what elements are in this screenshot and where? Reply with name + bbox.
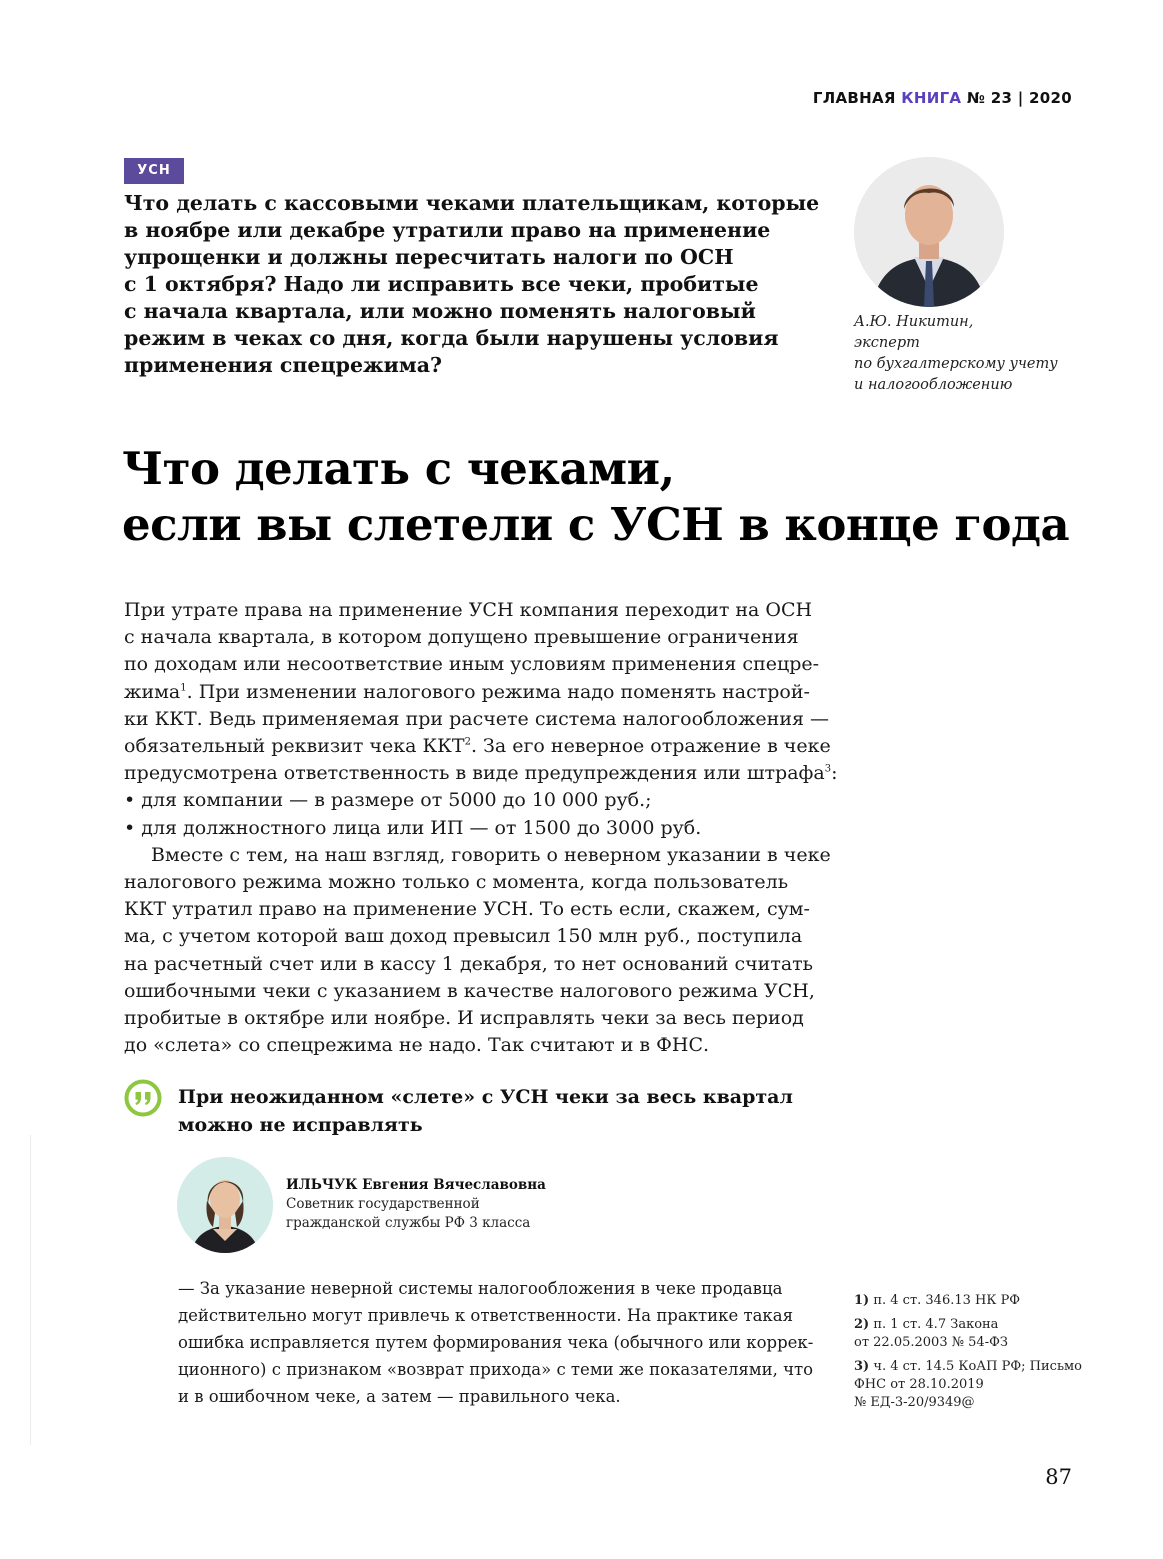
- body-text: обязательный реквизит чека ККТ: [124, 735, 465, 758]
- body-text: . За его неверное отражение в чеке: [470, 735, 831, 758]
- official-title: [286, 1195, 530, 1233]
- quote-body-line: и в ошибочном чеке, а затем — правильного чека.: [178, 1387, 621, 1406]
- body-text: жима: [124, 680, 181, 703]
- lead-line: Что делать с кассовыми чеками плательщикам, которые: [124, 191, 820, 215]
- lead-line: упрощенки и должны пересчитать налоги по ОСН: [124, 245, 734, 269]
- page-number: 87: [1045, 1465, 1072, 1489]
- body-line: налогового режима можно только с момента, когда пользователь: [124, 871, 789, 894]
- body-line: ма, с учетом которой ваш доход превысил 150 млн руб., поступила: [124, 925, 803, 948]
- rubric-tag: УСН: [124, 158, 184, 184]
- footnote-text: № ЕД-3-20/9349@: [854, 1395, 975, 1410]
- quote-line: При неожиданном «слете» с УСН чеки за весь квартал: [178, 1086, 793, 1108]
- footnote-ref[interactable]: 2: [464, 736, 471, 748]
- lead-line: применения спецрежима?: [124, 353, 442, 377]
- expert-caption: [854, 312, 1058, 396]
- footnote-number: 1): [854, 1293, 870, 1308]
- quote-line: можно не исправлять: [178, 1114, 423, 1136]
- footnote-ref[interactable]: 1: [180, 682, 187, 694]
- official-quote: [178, 1275, 813, 1410]
- body-line: пробитые в октябре или ноябре. И исправлять чеки за весь период: [124, 1007, 804, 1030]
- footnote-1: [854, 1292, 1082, 1310]
- official-title-line: гражданской службы РФ 3 класса: [286, 1215, 531, 1231]
- body-line: [124, 679, 810, 706]
- body-text: . При изменении налогового режима надо поменять настрой-: [186, 680, 810, 703]
- body-line: [124, 733, 831, 760]
- footnote-number: 3): [854, 1359, 870, 1374]
- body-line: ККТ утратил право на применение УСН. То есть если, скажем, сум-: [124, 898, 810, 921]
- lead-line: режим в чеках со дня, когда были нарушены условия: [124, 326, 779, 350]
- magazine-name-accent: КНИГА: [901, 89, 962, 107]
- footnote-text: ФНС от 28.10.2019: [854, 1377, 984, 1392]
- expert-avatar: [854, 157, 1004, 307]
- lead-line: с начала квартала, или можно поменять налоговый: [124, 299, 756, 323]
- footnote-text: п. 1 ст. 4.7 Закона: [873, 1317, 999, 1332]
- quote-body-line: — За указание неверной системы налогообложения в чеке продавца: [178, 1279, 783, 1298]
- expert-role: эксперт: [854, 335, 920, 351]
- body-line: до «слета» со спецрежима не надо. Так считают и в ФНС.: [124, 1034, 710, 1057]
- footnote-text: от 22.05.2003 № 54-ФЗ: [854, 1335, 1008, 1350]
- footnote-number: 2): [854, 1317, 870, 1332]
- body-line: [124, 760, 838, 787]
- article-body: [124, 597, 838, 1059]
- footnotes: [854, 1292, 1082, 1418]
- footnote-2: [854, 1316, 1082, 1352]
- quote-body-line: действительно могут привлечь к ответственности. На практике такая: [178, 1306, 793, 1325]
- issue-number: № 23 | 2020: [966, 89, 1072, 107]
- body-line: ки ККТ. Ведь применяемая при расчете система налогообложения —: [124, 707, 830, 730]
- lead-question: [124, 190, 820, 379]
- expert-name: А.Ю. Никитин,: [854, 314, 974, 330]
- body-line: на расчетный счет или в кассу 1 декабря, то нет оснований считать: [124, 952, 814, 975]
- footnote-ref[interactable]: 3: [824, 763, 832, 775]
- bullet-item: • для компании — в размере от 5000 до 10 000 руб.;: [124, 789, 652, 812]
- body-line: ошибочными чеки с указанием в качестве налогового режима УСН,: [124, 979, 815, 1002]
- pull-quote: [178, 1083, 793, 1139]
- bullet-item: • для должностного лица или ИП — от 1500 до 3000 руб.: [124, 816, 702, 839]
- footnote-text: ч. 4 ст. 14.5 КоАП РФ; Письмо: [873, 1359, 1082, 1374]
- body-line: При утрате права на применение УСН компания переходит на ОСН: [124, 599, 813, 621]
- lead-line: в ноябре или декабре утратили право на применение: [124, 218, 771, 242]
- body-text: предусмотрена ответственность в виде предупреждения или штрафа: [124, 762, 825, 785]
- title-line: если вы слетели с УСН в конце года: [122, 498, 1070, 551]
- footnote-3: [854, 1358, 1082, 1412]
- body-line: с начала квартала, в котором допущено превышение ограничения: [124, 626, 799, 649]
- expert-portrait-icon: [854, 157, 1004, 307]
- expert-role: по бухгалтерскому учету: [854, 356, 1058, 372]
- official-name: ИЛЬЧУК Евгения Вячеславовна: [286, 1177, 546, 1193]
- official-title-line: Советник государственной: [286, 1196, 480, 1212]
- expert-role: и налогообложению: [854, 377, 1013, 393]
- footnote-text: п. 4 ст. 346.13 НК РФ: [873, 1293, 1021, 1308]
- lead-line: с 1 октября? Надо ли исправить все чеки, пробитые: [124, 272, 759, 296]
- official-portrait-icon: [177, 1157, 273, 1253]
- body-text: :: [831, 762, 838, 785]
- article-title: [122, 441, 1069, 553]
- body-line: по доходам или несоответствие иным условиям применения спецре-: [124, 653, 820, 676]
- margin-rule: [30, 1135, 31, 1445]
- title-line: Что делать с чеками,: [122, 442, 675, 495]
- running-header: [813, 89, 1072, 107]
- body-line: Вместе с тем, на наш взгляд, говорить о неверном указании в чеке: [151, 843, 831, 866]
- quote-icon: [124, 1079, 162, 1117]
- quote-body-line: ошибка исправляется путем формирования чека (обычного или коррек-: [178, 1333, 814, 1352]
- magazine-name: ГЛАВНАЯ: [812, 89, 896, 107]
- official-avatar: [177, 1157, 273, 1253]
- quote-body-line: ционного) с признаком «возврат прихода» с теми же показателями, что: [178, 1360, 814, 1379]
